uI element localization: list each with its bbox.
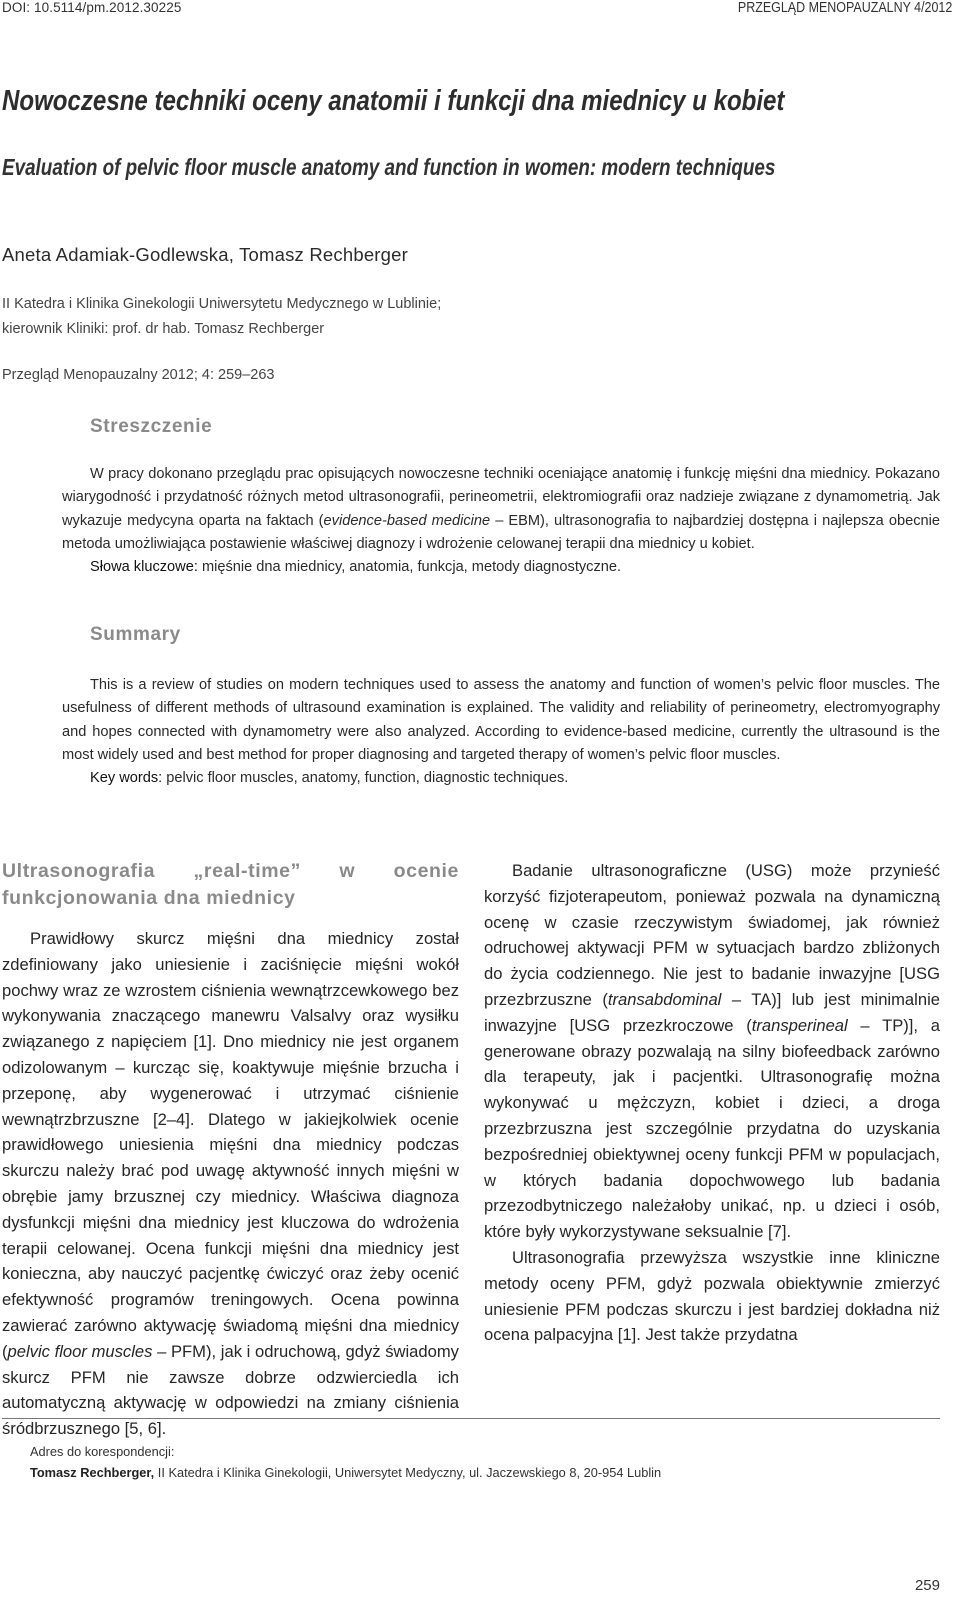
keywords-english	[62, 767, 940, 790]
journal-issue: PRZEGLĄD MENOPAUZALNY 4/2012	[737, 0, 952, 16]
keywords-polish	[62, 556, 940, 579]
title-english: Evaluation of pelvic floor muscle anatomy and function in women: modern techniques	[2, 154, 776, 180]
keywords-english-text: pelvic floor muscles, anatomy, function, diagnostic techniques.	[162, 770, 569, 787]
authors: Aneta Adamiak-Godlewska, Tomasz Rechberger	[2, 244, 409, 265]
abstract-polish-part-1: W pracy dokonano przeglądu prac opisujących nowoczesne techniki oceniające anatomię i funkcję mięśni dna miednicy. Pokazano wiarygodność i przydatność różnych metod ultrasonografii, perineometrii, elektromiografii oraz nadzieje związane z dynamometrią. Jak wykazuje medycyna oparta na faktach (	[62, 466, 940, 529]
paragraph-1-part-a: Prawidłowy skurcz mięśni dna miednicy został zdefiniowany jako uniesienie i zaciśnięcie mięśni wokół pochwy wraz ze wzrostem ciśnienia wewnątrzcewkowego bez wykonywania znaczącego manewru Valsalvy oraz wysiłku związanego z napięciem [1]. Dno miednicy nie jest organem odizolowanym – kurcząc się, koaktywuje mięśnie brzucha i przeponę, aby wygenerować i utrzymać ciśnienie wewnątrzbrzuszne [2–4]. Dlatego w jakiejkolwiek ocenie prawidłowego uniesienia mięśni dna miednicy podczas skurczu należy brać pod uwagę aktywność innych mięśni w obrębie jamy brzusznej czy miednicy. Właściwa diagnoza dysfunkcji mięśni dna miednicy jest kluczowa do wdrożenia terapii celowanej. Ocena funkcji mięśni dna miednicy jest konieczna, aby nauczyć pacjentkę ćwiczyć oraz żeby ocenić efektywność programów treningowych. Ocena powinna zawierać zarówno aktywację świadomą mięśni dna miednicy (	[2, 929, 459, 1361]
correspondence-name: Tomasz Rechberger,	[30, 1465, 155, 1480]
abstract-english-text: This is a review of studies on modern techniques used to assess the anatomy and function of women’s pelvic floor muscles. The usefulness of different methods of ultrasound examination is explained. The validity and reliability of perineometry, electromyography and hopes connected with dynamometry were also analyzed. According to evidence-based medicine, currently the ultrasound is the most widely used and best method for proper diagnosing and targeted therapy of women’s pelvic floor muscles.	[62, 677, 940, 763]
abstract-english	[62, 674, 940, 790]
correspondence-address	[30, 1465, 661, 1480]
keywords-polish-text: mięśnie dna miednicy, anatomia, funkcja, metody diagnostyczne.	[197, 559, 622, 576]
title-polish: Nowoczesne techniki oceny anatomii i funkcji dna miednicy u kobiet	[2, 85, 785, 117]
citation: Przegląd Menopauzalny 2012; 4: 259–263	[2, 367, 275, 383]
keywords-english-label: Key words:	[90, 770, 163, 787]
paragraph-2-italic-1: transabdominal	[607, 989, 722, 1009]
body-column-right	[484, 858, 940, 1348]
correspondence-address-text: II Katedra i Klinika Ginekologii, Uniwersytet Medyczny, ul. Jaczewskiego 8, 20-954 Lublin	[154, 1465, 662, 1480]
abstract-polish-text	[62, 463, 940, 556]
abstract-polish-italic: evidence-based medicine	[323, 512, 491, 529]
section-heading: Ultrasonografia „real-time” w ocenie funkcjonowania dna miednicy	[2, 860, 459, 909]
paragraph-2	[484, 858, 940, 1245]
page-number: 259	[914, 1577, 940, 1594]
streszczenie-heading: Streszczenie	[90, 416, 213, 437]
body-column-left	[2, 858, 459, 1442]
abstract-polish-part-2: – EBM), ultrasonografia to najbardziej dostępna i najlepsza obecnie metoda umożliwiająca postawienie właściwej diagnozy i wdrożenie celowanej terapii dna miednicy u kobiet.	[62, 512, 940, 552]
keywords-polish-label: Słowa kluczowe:	[90, 559, 198, 576]
affiliation-line-2: kierownik Kliniki: prof. dr hab. Tomasz Rechberger	[2, 321, 325, 337]
paragraph-2-italic-2: transperineal	[751, 1015, 848, 1035]
paragraph-2-part-c: – TP)], a generowane obrazy pozwalają na silny biofeedback zarówno dla terapeuty, jak i pacjentki. Ultrasonografię można wykonywać u mężczyzn, kobiet i dzieci, a droga przezbrzuszna jest szczególnie przydatna do uzyskania bezpośredniej obiektywnej oceny funkcji PFM w populacjach, w których badania dopochwowego lub badania przezodbytniczego należałoby unikać, np. u dzieci i osób, które były wykorzystywane seksualnie [7].	[484, 1015, 940, 1242]
paragraph-2-part-b: – TA)] lub jest minimalnie inwazyjne [USG przezkroczowe (	[484, 989, 940, 1035]
summary-heading: Summary	[90, 624, 181, 645]
footer-divider	[2, 1418, 940, 1419]
doi: DOI: 10.5114/pm.2012.30225	[2, 0, 182, 15]
paragraph-1-part-b: – PFM), jak i odruchową, gdyż świadomy skurcz PFM nie zawsze dobrze odzwierciedla ich automatyczną aktywację w odpowiedzi na zmiany ciśnienia śródbrzusznego [5, 6].	[2, 1341, 459, 1439]
affiliation-line-1: II Katedra i Klinika Ginekologii Uniwersytetu Medycznego w Lublinie;	[2, 296, 442, 312]
paragraph-2-part-a: Badanie ultrasonograficzne (USG) może przynieść korzyść fizjoterapeutom, ponieważ pozwala na dynamiczną ocenę w czasie rzeczywistym świadomej, jak również odruchowej aktywacji PFM w sytuacjach bardzo zbliżonych do życia codziennego. Nie jest to badanie inwazyjne [USG przezbrzuszne (	[484, 861, 940, 1009]
paragraph-3: Ultrasonografia przewyższa wszystkie inne kliniczne metody oceny PFM, gdyż pozwala obiektywnie zmierzyć uniesienie PFM podczas skurczu i jest bardziej dokładna niż ocena palpacyjna [1]. Jest także przydatna	[484, 1247, 940, 1345]
correspondence-label: Adres do korespondencji:	[30, 1444, 175, 1459]
abstract-polish	[62, 463, 940, 579]
paragraph-1	[2, 926, 459, 1442]
paragraph-1-italic: pelvic floor muscles	[7, 1341, 153, 1361]
